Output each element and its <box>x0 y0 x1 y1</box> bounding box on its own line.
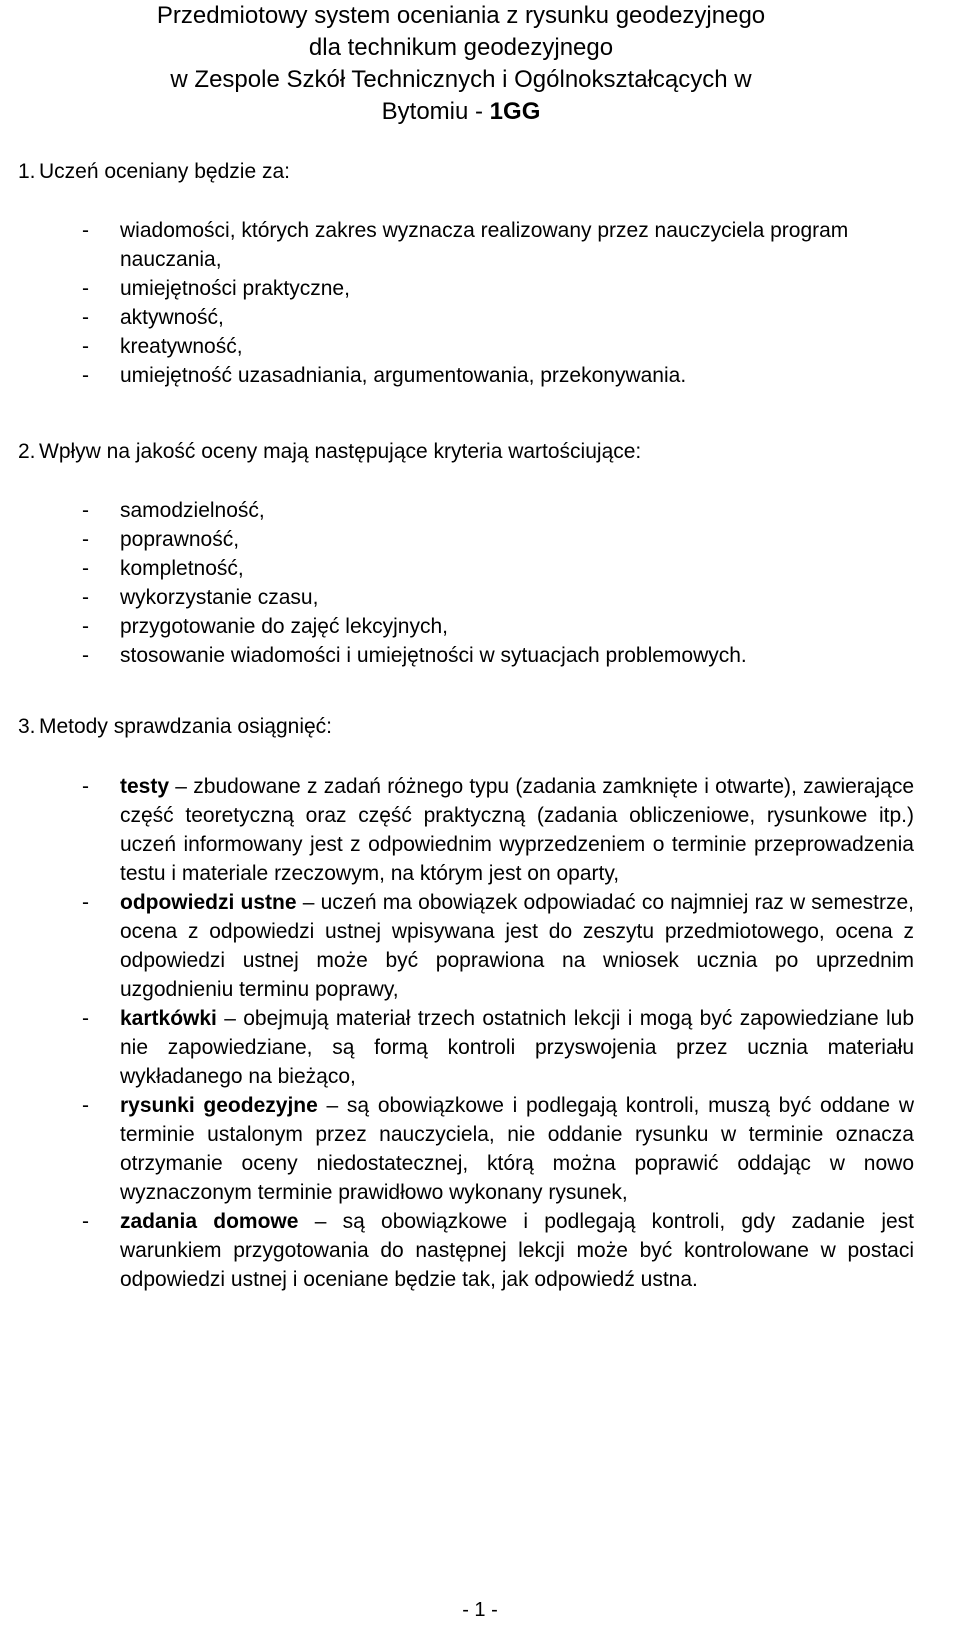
section-heading <box>18 157 960 186</box>
dash-bullet: - <box>82 277 89 300</box>
method-description: – zbudowane z zadań różnego typu (zadania zamknięte i otwarte), zawierające część teoretyczną oraz część praktyczną (zadania obliczeniowe, rysunkowe itp.) uczeń informowany jest z odpowiednim wyprzedzeniem o terminie przeprowadzenia testu i materiale rzeczowym, na którym jest on oparty, <box>120 775 914 885</box>
list-item <box>0 772 914 888</box>
dash-bullet: - <box>82 1210 89 1233</box>
list-item <box>0 641 914 670</box>
quality-criteria-list <box>0 496 960 670</box>
list-item <box>0 612 914 641</box>
list-item-text: wykorzystanie czasu, <box>120 586 319 609</box>
list-item-text: wiadomości, których zakres wyznacza realizowany przez nauczyciela program nauczania, <box>120 219 849 271</box>
title-line-3: w Zespole Szkół Technicznych i Ogólnokształcących w <box>170 66 752 93</box>
list-item-text: poprawność, <box>120 528 240 551</box>
method-description: – uczeń ma obowiązek odpowiadać co najmniej raz w semestrze, ocena z odpowiedzi ustnej wpisywana jest do zeszytu przedmiotowego, ocena z odpowiedzi ustnej może być poprawiona na wniosek ucznia po uprzednim uzgodnieniu terminu poprawy, <box>120 891 914 1001</box>
list-item <box>0 525 914 554</box>
dash-bullet: - <box>82 644 89 667</box>
method-description: – są obowiązkowe i podlegają kontroli, gdy zadanie jest warunkiem przygotowania do następnej lekcji może być kontrolowane w postaci odpowiedzi ustnej i oceniane będzie tak, jak odpowiedź ustna. <box>120 1210 915 1291</box>
dash-bullet: - <box>82 364 89 387</box>
list-item <box>0 274 914 303</box>
list-item <box>0 303 914 332</box>
section-heading <box>18 712 960 741</box>
list-item-text: aktywność, <box>120 306 224 329</box>
method-term: testy <box>120 775 170 798</box>
list-item <box>0 583 914 612</box>
list-item <box>0 361 914 390</box>
title-line-2: dla technikum geodezyjnego <box>308 34 614 61</box>
list-item <box>0 496 914 525</box>
list-item <box>0 332 914 361</box>
title-line-4-text: Bytomiu - <box>381 98 490 125</box>
dash-bullet: - <box>82 557 89 580</box>
list-item-text: przygotowanie do zajęć lekcyjnych, <box>120 615 449 638</box>
list-item <box>0 1004 914 1091</box>
dash-bullet: - <box>82 1094 89 1117</box>
dash-bullet: - <box>82 219 89 242</box>
assessment-methods-list <box>0 772 960 1294</box>
method-description: – obejmują materiał trzech ostatnich lekcji i mogą być zapowiedziane lub nie zapowiedziane, są formą kontroli przyswojenia przez ucznia materiału wykładanego na bieżąco, <box>120 1007 914 1088</box>
document-title <box>72 0 850 128</box>
list-item <box>0 888 914 1004</box>
section-heading <box>18 437 960 466</box>
method-term: rysunki geodezyjne <box>120 1094 318 1117</box>
list-item-text: umiejętności praktyczne, <box>120 277 350 300</box>
list-item <box>0 216 914 274</box>
criteria-list <box>0 216 960 390</box>
dash-bullet: - <box>82 615 89 638</box>
dash-bullet: - <box>82 306 89 329</box>
list-item <box>0 1207 914 1294</box>
section-1 <box>0 157 960 390</box>
section-2 <box>0 437 960 670</box>
dash-bullet: - <box>82 528 89 551</box>
section-heading-text: Wpływ na jakość oceny mają następujące kryteria wartościujące: <box>39 440 642 463</box>
list-item-text: kreatywność, <box>120 335 243 358</box>
dash-bullet: - <box>82 891 89 914</box>
list-item <box>0 1091 914 1207</box>
dash-bullet: - <box>82 586 89 609</box>
section-3 <box>0 712 960 1294</box>
section-number: 3. <box>18 715 36 738</box>
list-item-text: samodzielność, <box>120 499 265 522</box>
title-class-code: 1GG <box>489 98 541 125</box>
method-description: – są obowiązkowe i podlegają kontroli, muszą być oddane w terminie ustalonym przez nauczyciela, nie oddanie rysunku w terminie oznacza otrzymanie oceny niedostatecznej, którą można poprawić oddając w nowo wyznaczonym terminie prawidłowo wykonany rysunek, <box>120 1094 915 1204</box>
dash-bullet: - <box>82 499 89 522</box>
section-number: 2. <box>18 440 36 463</box>
section-heading-text: Uczeń oceniany będzie za: <box>39 160 290 183</box>
title-line-1: Przedmiotowy system oceniania z rysunku geodezyjnego <box>156 2 766 29</box>
dash-bullet: - <box>82 1007 89 1030</box>
list-item-text: stosowanie wiadomości i umiejętności w sytuacjach problemowych. <box>120 644 747 667</box>
list-item-text: kompletność, <box>120 557 244 580</box>
list-item-text: umiejętność uzasadniania, argumentowania, przekonywania. <box>120 364 687 387</box>
method-term: odpowiedzi ustne <box>120 891 297 914</box>
title-line-4 <box>72 96 850 128</box>
section-number: 1. <box>18 160 36 183</box>
section-heading-text: Metody sprawdzania osiągnięć: <box>39 715 332 738</box>
dash-bullet: - <box>82 335 89 358</box>
dash-bullet: - <box>82 775 89 798</box>
list-item <box>0 554 914 583</box>
method-term: kartkówki <box>120 1007 217 1030</box>
method-term: zadania domowe <box>120 1210 299 1233</box>
page-number: - 1 - <box>462 1599 498 1621</box>
